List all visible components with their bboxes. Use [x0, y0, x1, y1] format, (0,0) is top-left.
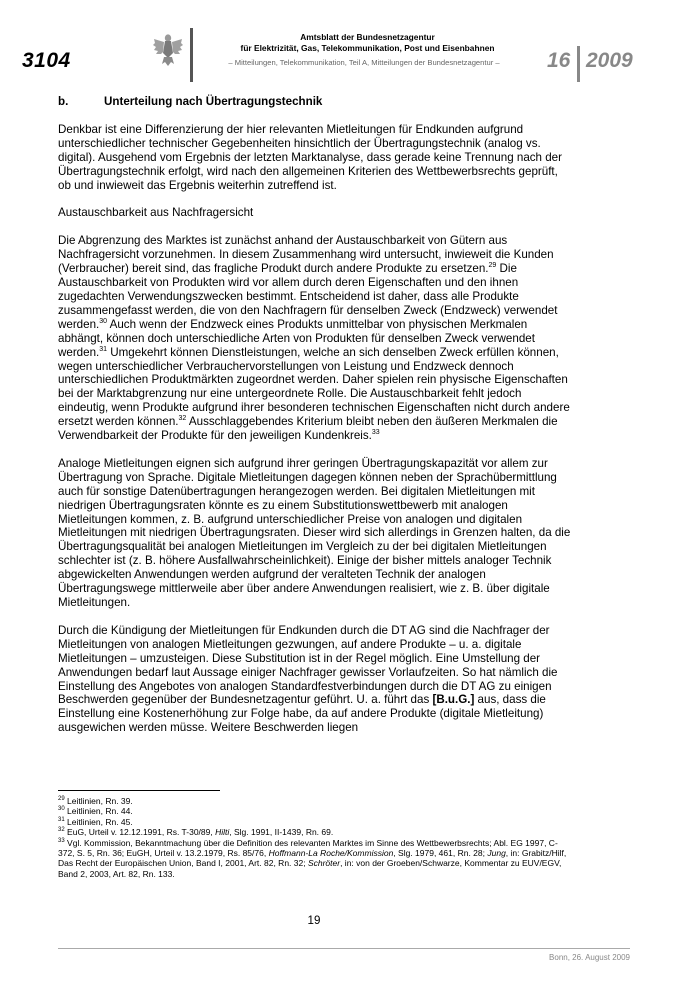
footnote-ref-29[interactable]: 29: [488, 262, 497, 270]
header-divider: [190, 28, 193, 82]
footnote-ref-32[interactable]: 32: [178, 415, 187, 423]
footnote-31: $^{31}$ Leitlinien, Rn. 45.: [58, 816, 133, 827]
footnotes: [58, 796, 572, 879]
paragraph-3: Analoge Mietleitungen eignen sich aufgrund ihrer geringen Übertragungskapazität vor allem zur Übertragung von Sprache. Digitale Mietleitungen dagegen können neben der Sprachübermittlung auch für sonstige Datenübertragungen herangezogen werden. Bei digitalen Mietleitungen mit niedrigen Übertragungsraten könnte es zu einem Substitutionswettbewerb mit analogen Mietleitungen kommen, z. B. aufgrund unterschiedlicher Preise von analogen und digitalen Mietleitungen mit niedrigen Übertragungsraten. Dieser wird sich allerdings in Grenzen halten, da die Übertragungsqualität bei analogen Mietleitungen im Vergleich zu der bei digitalen Mietleitungen schlechter ist (z. B. höhere Ausfallwahrscheinlichkeit). Einige der bisher mittels analoger Technik abgewickelten Anwendungen werden aufgrund der veralteten Technik der analogen Übertragungswege mittlerweile aber über andere Anwendungen realisiert, wie z. B. über digitale Mietleitungen.: [58, 456, 571, 609]
section-title: Unterteilung nach Übertragungstechnik: [104, 95, 323, 108]
issue-number: 16: [547, 49, 571, 72]
footnote-separator: [58, 790, 220, 791]
footer-date: Bonn, 26. August 2009: [549, 953, 630, 962]
federal-eagle-icon: [152, 33, 184, 67]
paragraph-2: Die Abgrenzung des Marktes ist zunächst anhand der Austauschbarkeit von Gütern aus Nachfragersicht vorzunehmen. In diesem Zusammenhang wird untersucht, inwieweit die Kunden (Verbraucher) bereit sind, das fragliche Produkt durch andere Produkte zu ersetzen.$^{29}$ Die Austauschbarkeit von Produkten wird vor allem durch deren Eigenschaften und den ihnen zugedachten Verwendungszwecken bestimmt. Entscheidend ist daher, dass alle Produkte zusammengefasst werden, die von den Nachfragern für denselben Zweck (Endzweck) verwendet werden.$^{30}$ Auch wenn der Endzweck eines Produkts unmittelbar von physischen Merkmalen abhängt, können doch unterschiedliche Arten von Produkten für denselben Zweck verwendet werden.$^{31}$ Umgekehrt können Dienstleistungen, welche an sich denselben Zweck erfüllen können, wegen unterschiedlicher Verbrauchervorstellungen von Leistung und Endzweck dennoch unterschiedlichen Produktmärkten zugeordnet werden. Daher spielen rein physische Eigenschaften bei der Marktabgrenzung nur eine untergeordnete Rolle. Die Austauschbarkeit fehlt jedoch eindeutig, wenn Produkte aufgrund ihrer besonderen technischen Eigenschaften nicht durch andere ersetzt werden können.$^{32}$ Ausschlaggebendes Kriterium bleibt neben den äußeren Merkmalen die Verwendbarkeit der Produkte für den jeweiligen Kundenkreis.$^{33}$: [58, 234, 570, 443]
subheading: Austauschbarkeit aus Nachfragersicht: [58, 206, 254, 220]
footnote-29: $^{29}$ Leitlinien, Rn. 39.: [58, 796, 133, 806]
publication-subtitle: – Mitteilungen, Telekommunikation, Teil A, Mitteilungen der Bundesnetzagentur –: [228, 58, 500, 67]
section-heading: [58, 95, 572, 109]
publication-title: [200, 32, 535, 54]
title-line-2: für Elektrizität, Gas, Telekommunikation, Post und Eisenbahnen: [240, 43, 495, 53]
main-content: [58, 95, 572, 749]
footnote-ref-31[interactable]: 31: [99, 345, 108, 353]
footnote-33: $^{33}$ Vgl. Kommission, Bekanntmachung über die Definition des relevanten Marktes im Sinne des Wettbewerbsrechts; Abl. EG 1997, C-372, S. 5, Rn. 36; EuGH, Urteil v. 13.2.1979, Rs. 85/76, Hoffmann-La Roche/Kommission, Slg. 1979, 461, Rn. 28; Jung, in: Grabitz/Hilf, Das Recht der Europäischen Union, Band I, 2001, Art. 82, Rn. 32; Schröter, in: von der Groeben/Schwarze, Kommentar zu EUV/EGV, Band 2, 2003, Art. 82, Rn. 133.: [58, 837, 567, 879]
footnote-30: $^{30}$ Leitlinien, Rn. 44.: [58, 806, 133, 817]
issue-divider: [577, 46, 580, 82]
title-line-1: Amtsblatt der Bundesnetzagentur: [300, 32, 435, 42]
paragraph-4: Durch die Kündigung der Mietleitungen für Endkunden durch die DT AG sind die Nachfrager der Mietleitungen von analogen Mietleitungen gezwungen, auf andere Produkte – u. a. digitale Mietleitungen – umzusteigen. Diese Substitution ist in der Regel möglich. Eine Umstellung der Anwendungen bedarf laut Aussage einiger Nachfrager gewisser Vorlaufzeiten. So hat nämlich die Einstellung des Angebotes von analogen Standardfestverbindungen durch die DT AG zu einigen Beschwerden gegenüber der Bundesnetzagentur geführt. U. a. führt das [B.u.G.] aus, dass die Einstellung eine Kostenerhöhung zur Folge habe, da auf andere Produkte (digitale Mietleitung) ausgewichen werden müsse. Weitere Beschwerden liegen: [58, 623, 558, 735]
footer-rule: [58, 948, 630, 949]
footnote-32: $^{32}$ EuG, Urteil v. 12.12.1991, Rs. T-30/89, Hilti, Slg. 1991, II-1439, Rn. 69.: [58, 827, 334, 838]
redacted-name: [B.u.G.]: [432, 693, 475, 707]
page-number: 3104: [22, 49, 71, 72]
issue-year: 2009: [586, 49, 633, 72]
footnote-ref-33[interactable]: 33: [371, 429, 380, 437]
paragraph-1: Denkbar ist eine Differenzierung der hier relevanten Mietleitungen für Endkunden aufgrund unterschiedlicher technischer Gegebenheiten hinsichtlich der Übertragungstechnik (analog vs. digital). Ausgehend vom Ergebnis der letzten Marktanalyse, dass gerade keine Trennung nach der Übertragungstechnik erfolgt, wird nach den allgemeinen Kriterien des Wettbewerbsrechts geprüft, ob und inwieweit das Ergebnis weiterhin zutreffend ist.: [58, 122, 562, 192]
section-number: b.: [58, 95, 69, 108]
footnote-ref-30[interactable]: 30: [99, 317, 108, 325]
page-footer-number: 19: [307, 914, 321, 927]
